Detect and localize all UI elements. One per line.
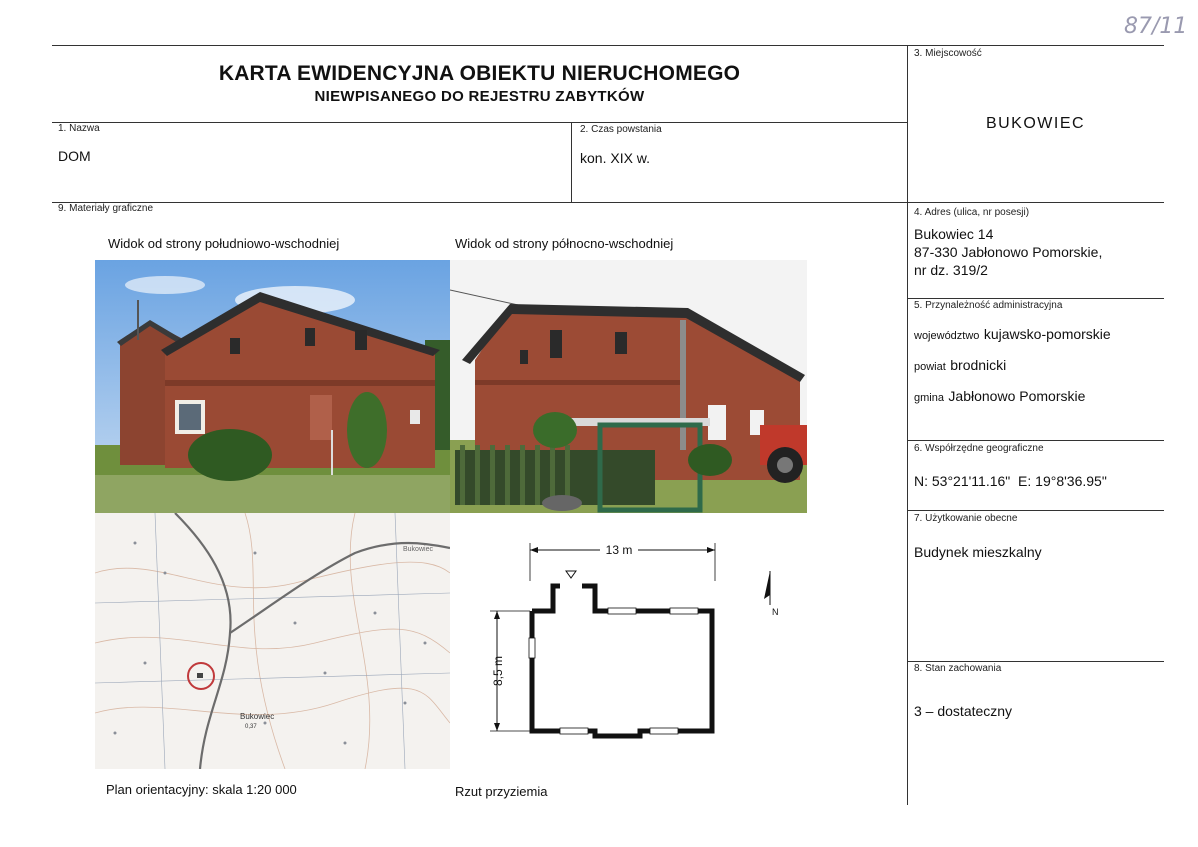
condition-label: 8. Stan zachowania [914,663,1002,674]
right-column-divider [907,45,908,805]
caption-northeast-view: Widok od strony północno-wschodniej [455,236,674,251]
address-line-3: nr dz. 319/2 [914,262,988,278]
condition-value: 3 – dostateczny [914,703,1013,719]
caption-map: Plan orientacyjny: skala 1:20 000 [106,782,297,797]
floor-plan [450,513,807,769]
admin-commune [914,388,1085,406]
date-label: 2. Czas powstania [580,124,662,135]
north-label: N [772,607,779,617]
photo-northeast-view [450,260,807,513]
commune-prefix: gmina [914,392,944,404]
commune-value: Jabłonowo Pomorskie [948,388,1086,404]
plan-depth-label: 8,5 m [491,655,505,687]
usage-label: 7. Użytkowanie obecne [914,513,1018,524]
coords-label: 6. Współrzędne geograficzne [914,443,1044,454]
caption-southeast-view: Widok od strony południowo-wschodniej [108,236,340,251]
county-value: brodnicki [950,357,1007,373]
voivodeship-prefix: województwo [914,330,980,342]
name-value: DOM [58,148,91,164]
usage-value: Budynek mieszkalny [914,544,1042,560]
address-line-1: Bukowiec 14 [914,226,994,242]
name-date-divider [571,122,572,202]
address-label: 4. Adres (ulica, nr posesji) [914,207,1030,218]
orientation-map [95,513,450,769]
admin-bottom-border [907,440,1164,441]
coords-value: N: 53°21'11.16" E: 19°8'36.95" [914,473,1107,489]
map-number-label: 0,37 [245,724,257,730]
admin-voivodeship [914,326,1111,344]
locality-label: 3. Miejscowość [914,48,982,59]
graphics-label: 9. Materiały graficzne [58,203,154,214]
title-bottom-border [52,122,907,123]
name-label: 1. Nazwa [58,123,100,134]
coords-bottom-border [907,510,1164,511]
county-prefix: powiat [914,361,946,373]
plan-width-label: 13 m [605,543,633,557]
card-subtitle: NIEWPISANEGO DO REJESTRU ZABYTKÓW [314,88,645,105]
top-border [52,45,1164,46]
photo-southeast-view [95,260,450,513]
voivodeship-value: kujawsko-pomorskie [983,326,1111,342]
name-row-bottom-border [52,202,1164,203]
map-town-label: Bukowiec [240,712,275,721]
map-top-label: Bukowiec [403,546,433,553]
date-value: kon. XIX w. [580,150,651,166]
page-number: 87/11 [1124,14,1188,39]
address-bottom-border [907,298,1164,299]
admin-label: 5. Przynależność administracyjna [914,300,1063,311]
caption-floor-plan: Rzut przyziemia [455,784,548,799]
address-line-2: 87-330 Jabłonowo Pomorskie, [914,244,1103,260]
card-title: KARTA EWIDENCYJNA OBIEKTU NIERUCHOMEGO [218,62,741,85]
admin-county [914,357,1006,375]
locality-value: BUKOWIEC [985,115,1086,132]
usage-bottom-border [907,661,1164,662]
